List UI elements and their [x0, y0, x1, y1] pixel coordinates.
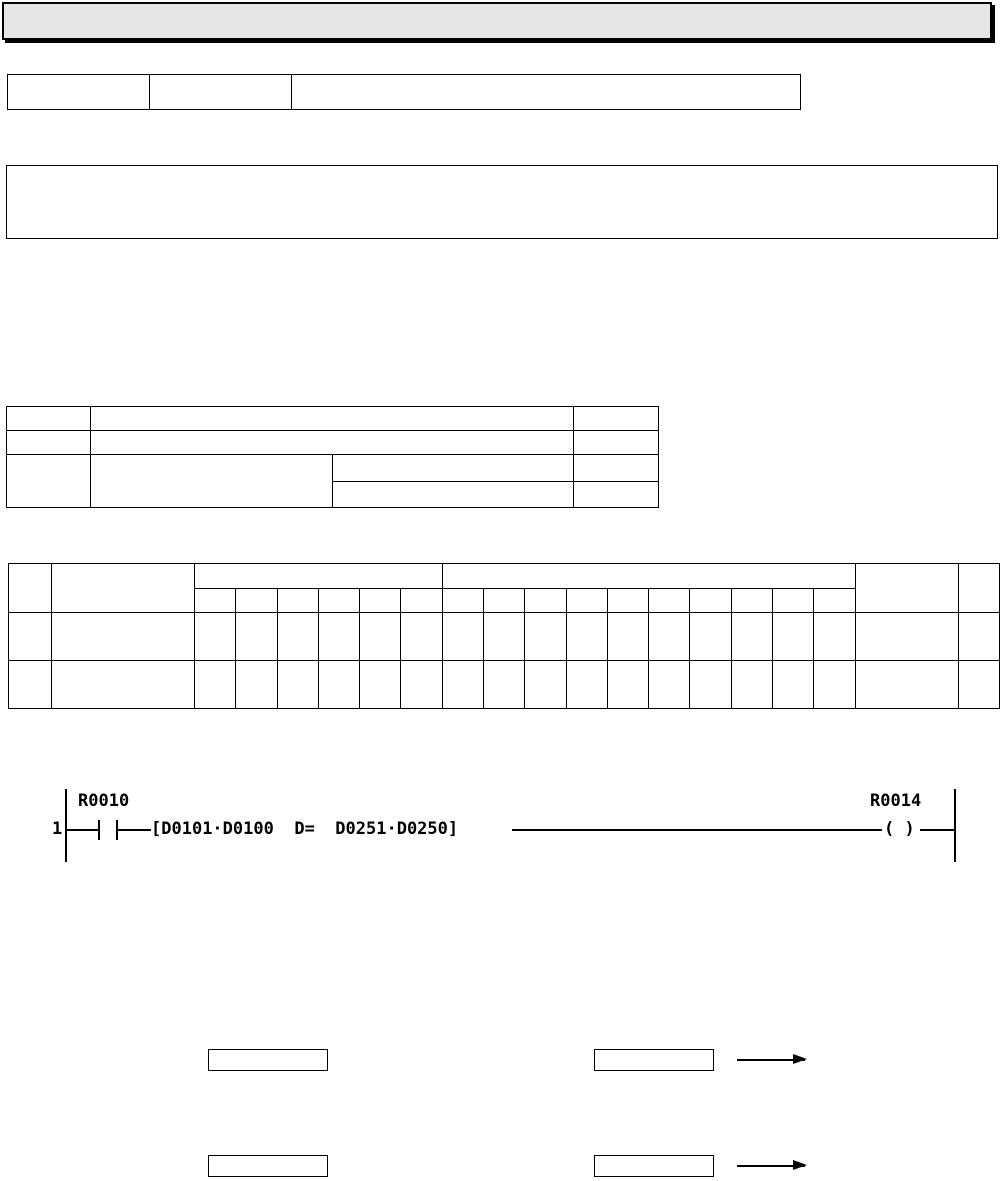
coil-symbol: ( ) [884, 819, 915, 839]
operand-cell [91, 431, 574, 455]
rung-wire [920, 829, 954, 831]
device-cell [483, 589, 524, 613]
device-cell [525, 613, 566, 661]
device-cell [958, 661, 1000, 709]
device-cell [483, 661, 524, 709]
compare-operand-2: D0251·D0250 [335, 819, 448, 839]
device-cell [483, 613, 524, 661]
operand-cell [332, 455, 574, 481]
device-cell [277, 613, 318, 661]
device-cell [277, 589, 318, 613]
rung-wire [66, 829, 98, 831]
operand-cell [91, 407, 574, 431]
summary-cell-3 [292, 75, 801, 110]
section-header-bar [2, 2, 992, 40]
device-cell [649, 589, 690, 613]
device-cell [401, 589, 442, 613]
device-cell [772, 589, 813, 613]
device-cell [649, 661, 690, 709]
device-cell [236, 661, 277, 709]
device-cell [814, 613, 855, 661]
description-box [6, 165, 998, 239]
device-cell [525, 661, 566, 709]
device-cell [566, 613, 607, 661]
operand-cell [574, 431, 659, 455]
device-cell [607, 589, 648, 613]
device-cell [814, 589, 855, 613]
operand-cell [574, 481, 659, 507]
compare-instruction: [D0101·D0100 D= D0251·D0250] [151, 819, 459, 839]
value-box [208, 1049, 328, 1071]
device-cell [236, 613, 277, 661]
device-cell [318, 613, 359, 661]
device-cell [607, 613, 648, 661]
device-cell [401, 613, 442, 661]
device-cell [360, 613, 401, 661]
rung-wire [512, 829, 882, 831]
compare-operand-1: D0101·D0100 [161, 819, 274, 839]
device-cell [731, 589, 772, 613]
device-cell [236, 589, 277, 613]
operand-cell [7, 431, 91, 455]
device-cell [855, 613, 958, 661]
value-box [208, 1155, 328, 1177]
device-cell [195, 564, 443, 589]
device-cell [9, 613, 52, 661]
device-cell [360, 589, 401, 613]
device-cell [52, 661, 195, 709]
operand-cell [332, 481, 574, 507]
device-cell [195, 661, 236, 709]
rung-wire [117, 829, 151, 831]
operand-cell [7, 455, 91, 508]
contact-device-label: R0010 [78, 791, 130, 811]
device-cell [855, 661, 958, 709]
device-cell [731, 661, 772, 709]
device-cell [318, 661, 359, 709]
device-cell [566, 589, 607, 613]
value-box [594, 1155, 714, 1177]
device-cell [360, 661, 401, 709]
device-cell [958, 613, 1000, 661]
device-cell [958, 564, 1000, 613]
contact-left-bar [98, 820, 100, 840]
device-cell [277, 661, 318, 709]
device-cell [195, 613, 236, 661]
rung-number: 1 [52, 819, 63, 839]
device-cell [52, 564, 195, 613]
operand-cell [574, 407, 659, 431]
device-cell [442, 661, 483, 709]
device-cell [690, 661, 731, 709]
summary-cell-1 [8, 75, 150, 110]
device-cell [9, 564, 52, 613]
operand-table [6, 406, 659, 508]
device-cell [442, 564, 855, 589]
device-availability-table [8, 563, 1000, 709]
device-cell [401, 661, 442, 709]
device-cell [649, 613, 690, 661]
coil-device-label: R0014 [870, 791, 922, 811]
device-cell [442, 613, 483, 661]
device-cell [52, 613, 195, 661]
device-cell [855, 564, 958, 613]
device-cell [690, 613, 731, 661]
device-cell [9, 661, 52, 709]
device-cell [442, 589, 483, 613]
summary-cell-2 [150, 75, 292, 110]
right-power-rail [954, 789, 956, 862]
operand-cell [91, 455, 333, 508]
device-cell [690, 589, 731, 613]
device-cell [772, 613, 813, 661]
instruction-summary-table [7, 74, 801, 110]
device-cell [318, 589, 359, 613]
compare-operator: D= [294, 819, 315, 839]
device-cell [772, 661, 813, 709]
device-cell [814, 661, 855, 709]
result-arrow [737, 1165, 805, 1167]
operand-cell [574, 455, 659, 481]
device-cell [195, 589, 236, 613]
left-power-rail [65, 789, 67, 862]
operand-cell [7, 407, 91, 431]
device-cell [607, 661, 648, 709]
value-box [594, 1049, 714, 1071]
device-cell [731, 613, 772, 661]
result-arrow [737, 1059, 805, 1061]
device-cell [525, 589, 566, 613]
device-cell [566, 661, 607, 709]
